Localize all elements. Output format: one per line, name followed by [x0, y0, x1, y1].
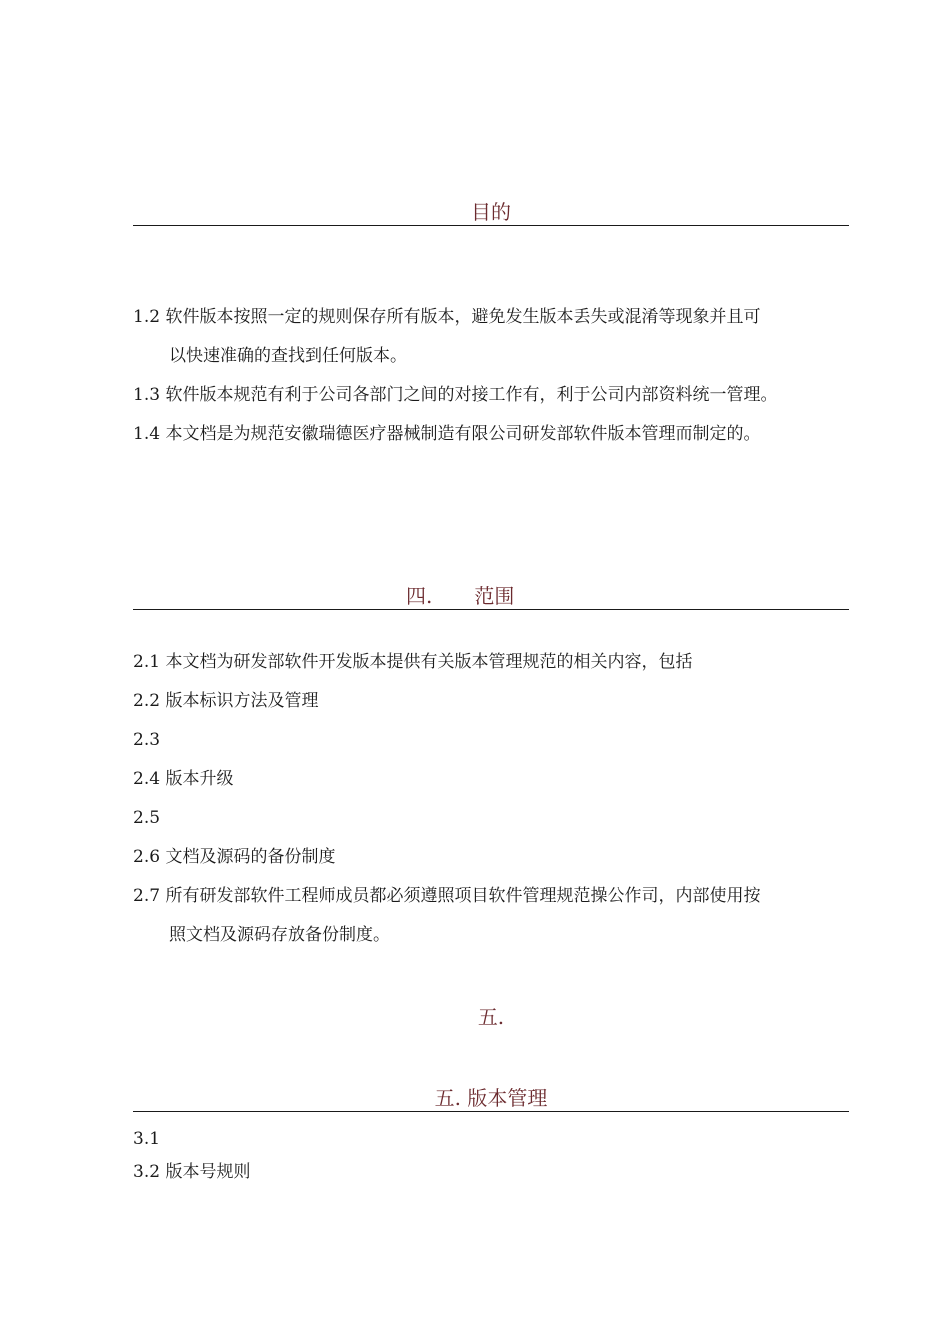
purpose-item-1-3	[133, 385, 853, 405]
section-title-version-management: 五. 版本管理	[434, 1086, 548, 1110]
purpose-item-line: 1.2 软件版本按照一定的规则保存所有版本，避免发生版本丢失或混淆等现象并且可	[133, 307, 761, 327]
purpose-item-line: 1.3 软件版本规范有利于公司各部门之间的对接工作有，利于公司内部资料统一管理。	[133, 385, 778, 405]
section-title-scope: 范围	[474, 584, 515, 608]
scope-item-line: 2.3	[133, 730, 161, 750]
purpose-item-1-2	[133, 307, 853, 366]
section-heading-scope	[133, 583, 849, 610]
scope-item-line: 2.1 本文档为研发部软件开发版本提供有关版本管理规范的相关内容，包括	[133, 652, 693, 672]
scope-item-line: 2.2 版本标识方法及管理	[133, 691, 319, 711]
scope-item-2-5	[133, 808, 853, 828]
scope-item-line: 2.7 所有研发部软件工程师成员都必须遵照项目软件管理规范操公作司，内部使用按	[133, 886, 761, 906]
version-item-3-2	[133, 1162, 853, 1182]
section-heading-purpose	[133, 199, 849, 226]
section-title-five-stub: 五.	[477, 1005, 505, 1029]
purpose-item-continuation: 以快速准确的查找到任何版本。	[169, 346, 407, 366]
scope-item-2-4	[133, 769, 853, 789]
section-number-scope: 四.	[406, 584, 433, 608]
scope-item-2-6	[133, 847, 853, 867]
purpose-item-line: 1.4 本文档是为规范安徽瑞德医疗器械制造有限公司研发部软件版本管理而制定的。	[133, 424, 761, 444]
scope-item-line: 2.4 版本升级	[133, 769, 234, 789]
purpose-item-1-4	[133, 424, 853, 444]
scope-item-2-2	[133, 691, 853, 711]
section-heading-version-management	[133, 1085, 849, 1112]
scope-item-continuation: 照文档及源码存放备份制度。	[169, 925, 390, 945]
section-heading-five-stub	[133, 1004, 849, 1030]
section-title-purpose: 目的	[471, 200, 511, 224]
scope-item-2-7	[133, 886, 853, 945]
scope-item-line: 2.6 文档及源码的备份制度	[133, 847, 336, 867]
scope-item-2-3	[133, 730, 853, 750]
version-item-3-1	[133, 1129, 853, 1149]
scope-item-line: 2.5	[133, 808, 161, 828]
version-item-line: 3.2 版本号规则	[133, 1162, 251, 1182]
version-item-line: 3.1	[133, 1129, 161, 1149]
scope-item-2-1	[133, 652, 853, 672]
